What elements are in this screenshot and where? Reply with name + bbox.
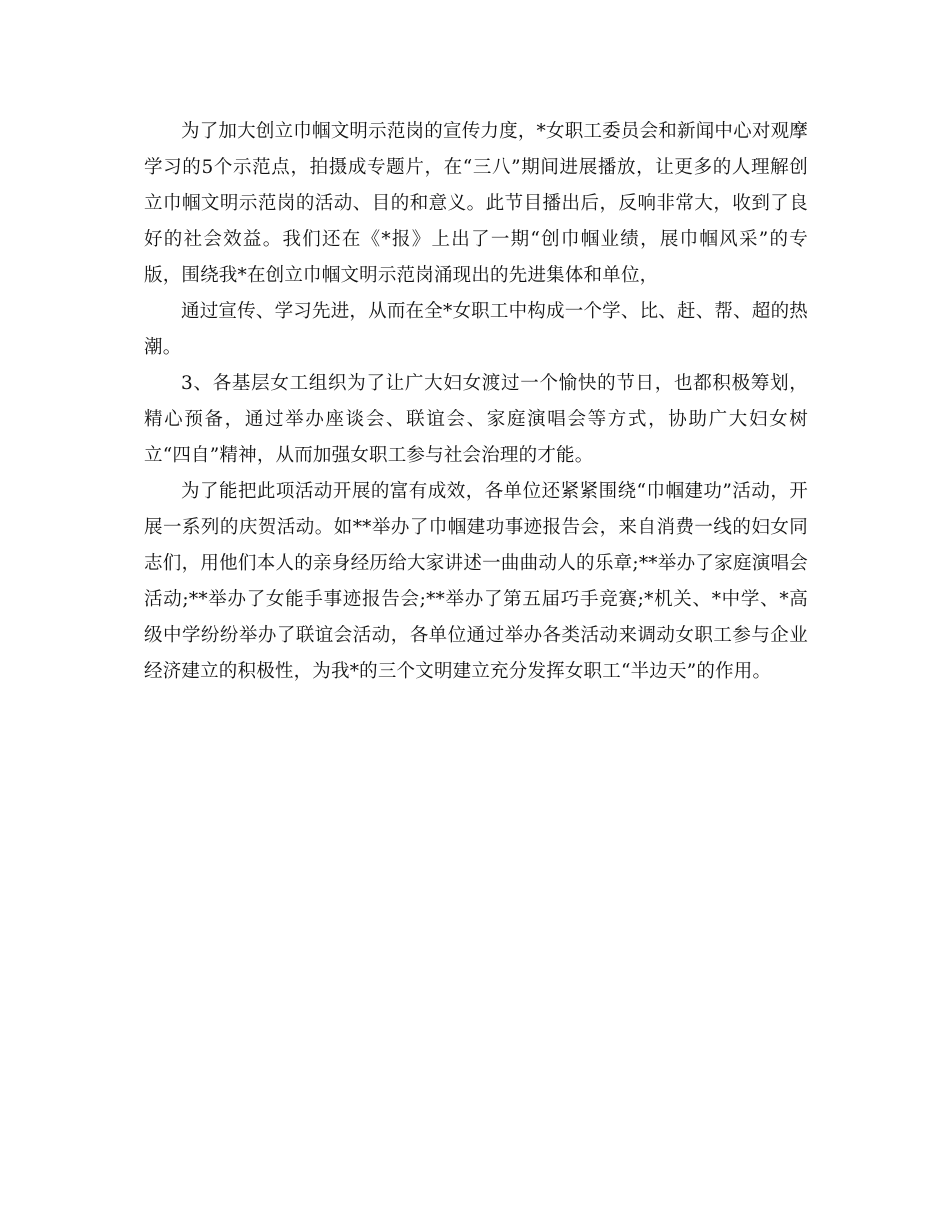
paragraph-grassroots-activities: 3、各基层女工组织为了让广大妇女渡过一个愉快的节日，也都积极筹划，精心预备，通过举办座谈会、联谊会、家庭演唱会等方式，协助广大妇女树立“四自”精神，从而加强女职工参与社会治理的才能。 (144, 373, 808, 466)
paragraph-publicity: 为了加大创立巾帼文明示范岗的宣传力度，*女职工委员会和新闻中心对观摩学习的5个示范点，拍摄成专题片，在“三八”期间进展播放，让更多的人理解创立巾帼文明示范岗的活动、目的和意义。此节目播出后，反响非常大，收到了良好的社会效益。我们还在《*报》上出了一期“创巾帼业绩，展巾帼风采”的专版，围绕我*在创立巾帼文明示范岗涌现出的先进集体和单位， (144, 121, 808, 286)
paragraph-celebration-activities: 为了能把此项活动开展的富有成效，各单位还紧紧围绕“巾帼建功”活动，开展一系列的庆贺活动。如**举办了巾帼建功事迹报告会，来自消费一线的妇女同志们，用他们本人的亲身经历给大家讲述一曲曲动人的乐章;**举办了家庭演唱会活动;**举办了女能手事迹报告会;**举办了第五届巧手竞赛;*机关、*中学、*高级中学纷纷举办了联谊会活动，各单位通过举办各类活动来调动女职工参与企业经济建立的积极性，为我*的三个文明建立充分发挥女职工“半边天”的作用。 (144, 481, 808, 682)
document-body (144, 114, 808, 690)
paragraph-learning-advanced: 通过宣传、学习先进，从而在全*女职工中构成一个学、比、赶、帮、超的热潮。 (144, 301, 808, 358)
